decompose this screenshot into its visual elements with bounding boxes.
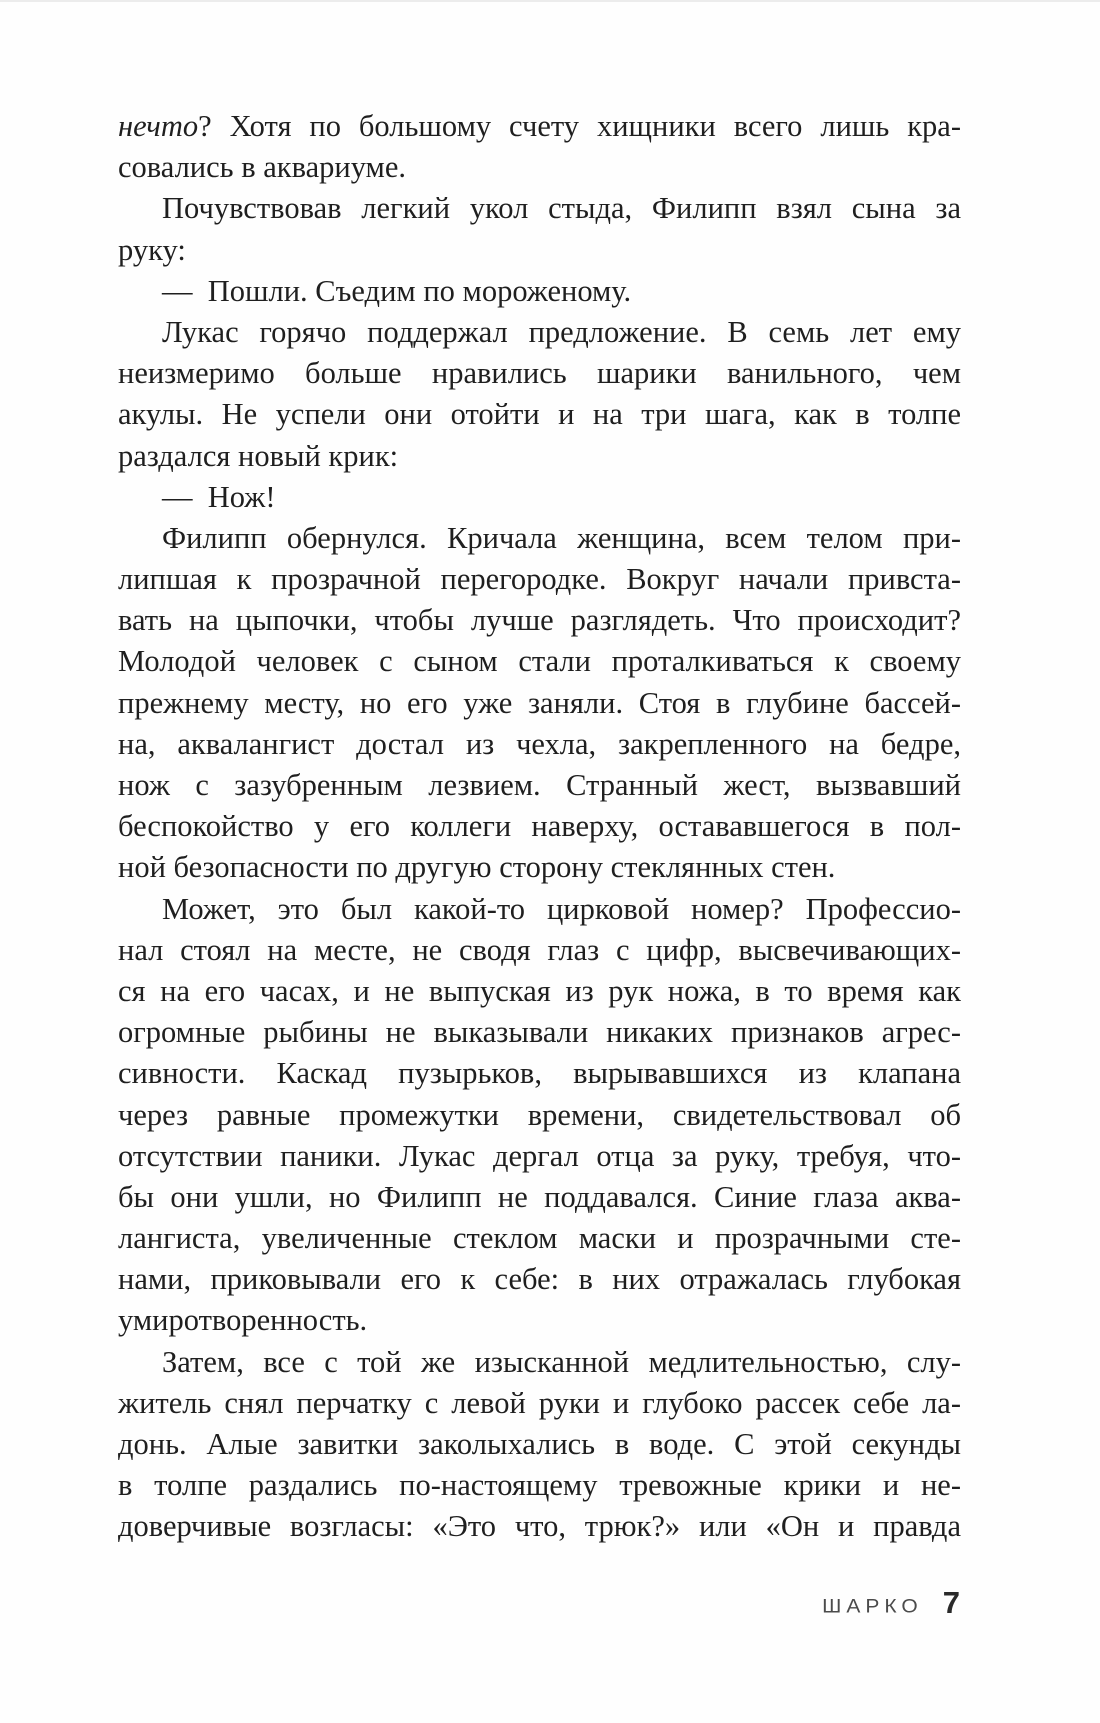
text-line: донь. Алые завитки заколыхались в воде. С этой секунды [118,1427,961,1461]
running-title: ШАРКО [822,1595,923,1618]
text-line: отсутствии паники. Лукас дергал отца за руку, требуя, что- [118,1138,961,1173]
page-number: 7 [942,1585,960,1620]
text-line: беспокойство у его коллеги наверху, остававшегося в пол- [118,809,961,844]
text-line: Затем, все с той же изысканной медлительностью, слу- [162,1344,961,1379]
text-line: доверчивые возгласы: «Это что, трюк?» или «Он и правда [118,1509,961,1544]
text-line: — Нож! [162,479,276,514]
text-line: липшая к прозрачной перегородке. Вокруг начали привста- [118,562,961,597]
text-line: — Пошли. Съедим по мороженому. [162,273,632,308]
text-line: Почувствовав легкий укол стыда, Филипп взял сына за [162,191,961,226]
body-text [118,106,961,1548]
text-line: Может, это был какой-то цирковой номер? Профессио- [162,891,961,926]
text-line: умиротворенность. [118,1303,368,1338]
text-line: акулы. Не успели они отойти и на три шага, как в толпе [118,397,961,432]
text-line: Молодой человек с сыном стали проталкиваться к своему [118,644,961,679]
text-line: сивности. Каскад пузырьков, вырывавшихся из клапана [118,1056,961,1091]
text-line: в толпе раздались по-настоящему тревожные крики и не- [118,1468,961,1503]
text-line: бы они ушли, но Филипп не поддавался. Синие глаза аква- [118,1179,961,1214]
text-line: нечто? Хотя по большому счету хищники всего лишь кра- [118,109,961,143]
text-line: огромные рыбины не выказывали никаких признаков агрес- [118,1015,961,1050]
text-line: через равные промежутки времени, свидетельствовал об [118,1097,961,1132]
text-line: лангиста, увеличенные стеклом маски и прозрачными сте- [118,1221,961,1256]
page-footer [822,1585,960,1621]
text-line: совались в аквариуме. [118,150,407,185]
text-line: ся на его часах, и не выпуская из рук ножа, в то время как [118,973,961,1008]
text-line: нал стоял на месте, не сводя глаз с цифр, высвечивающих- [118,932,961,967]
text-line: раздался новый крик: [118,438,399,473]
text-line: ной безопасности по другую сторону стеклянных стен. [118,850,836,885]
text-line: нами, приковывали его к себе: в них отражалась глубокая [118,1262,961,1297]
text-line: житель снял перчатку с левой руки и глубоко рассек себе ла- [118,1385,961,1420]
italic-word: нечто [118,109,199,143]
text-line: нож с зазубренным лезвием. Странный жест, вызвавший [118,768,961,802]
text-line: Лукас горячо поддержал предложение. В семь лет ему [162,314,961,349]
text-line: на, аквалангист достал из чехла, закрепленного на бедре, [118,726,961,761]
text-line: прежнему месту, но его уже заняли. Стоя в глубине бассей- [118,685,961,720]
text-line: руку: [118,232,186,267]
text-line: вать на цыпочки, чтобы лучше разглядеть. Что происходит? [118,603,961,638]
text-line: неизмеримо больше нравились шарики ванильного, чем [118,356,961,391]
text-line: Филипп обернулся. Кричала женщина, всем телом при- [162,520,961,555]
